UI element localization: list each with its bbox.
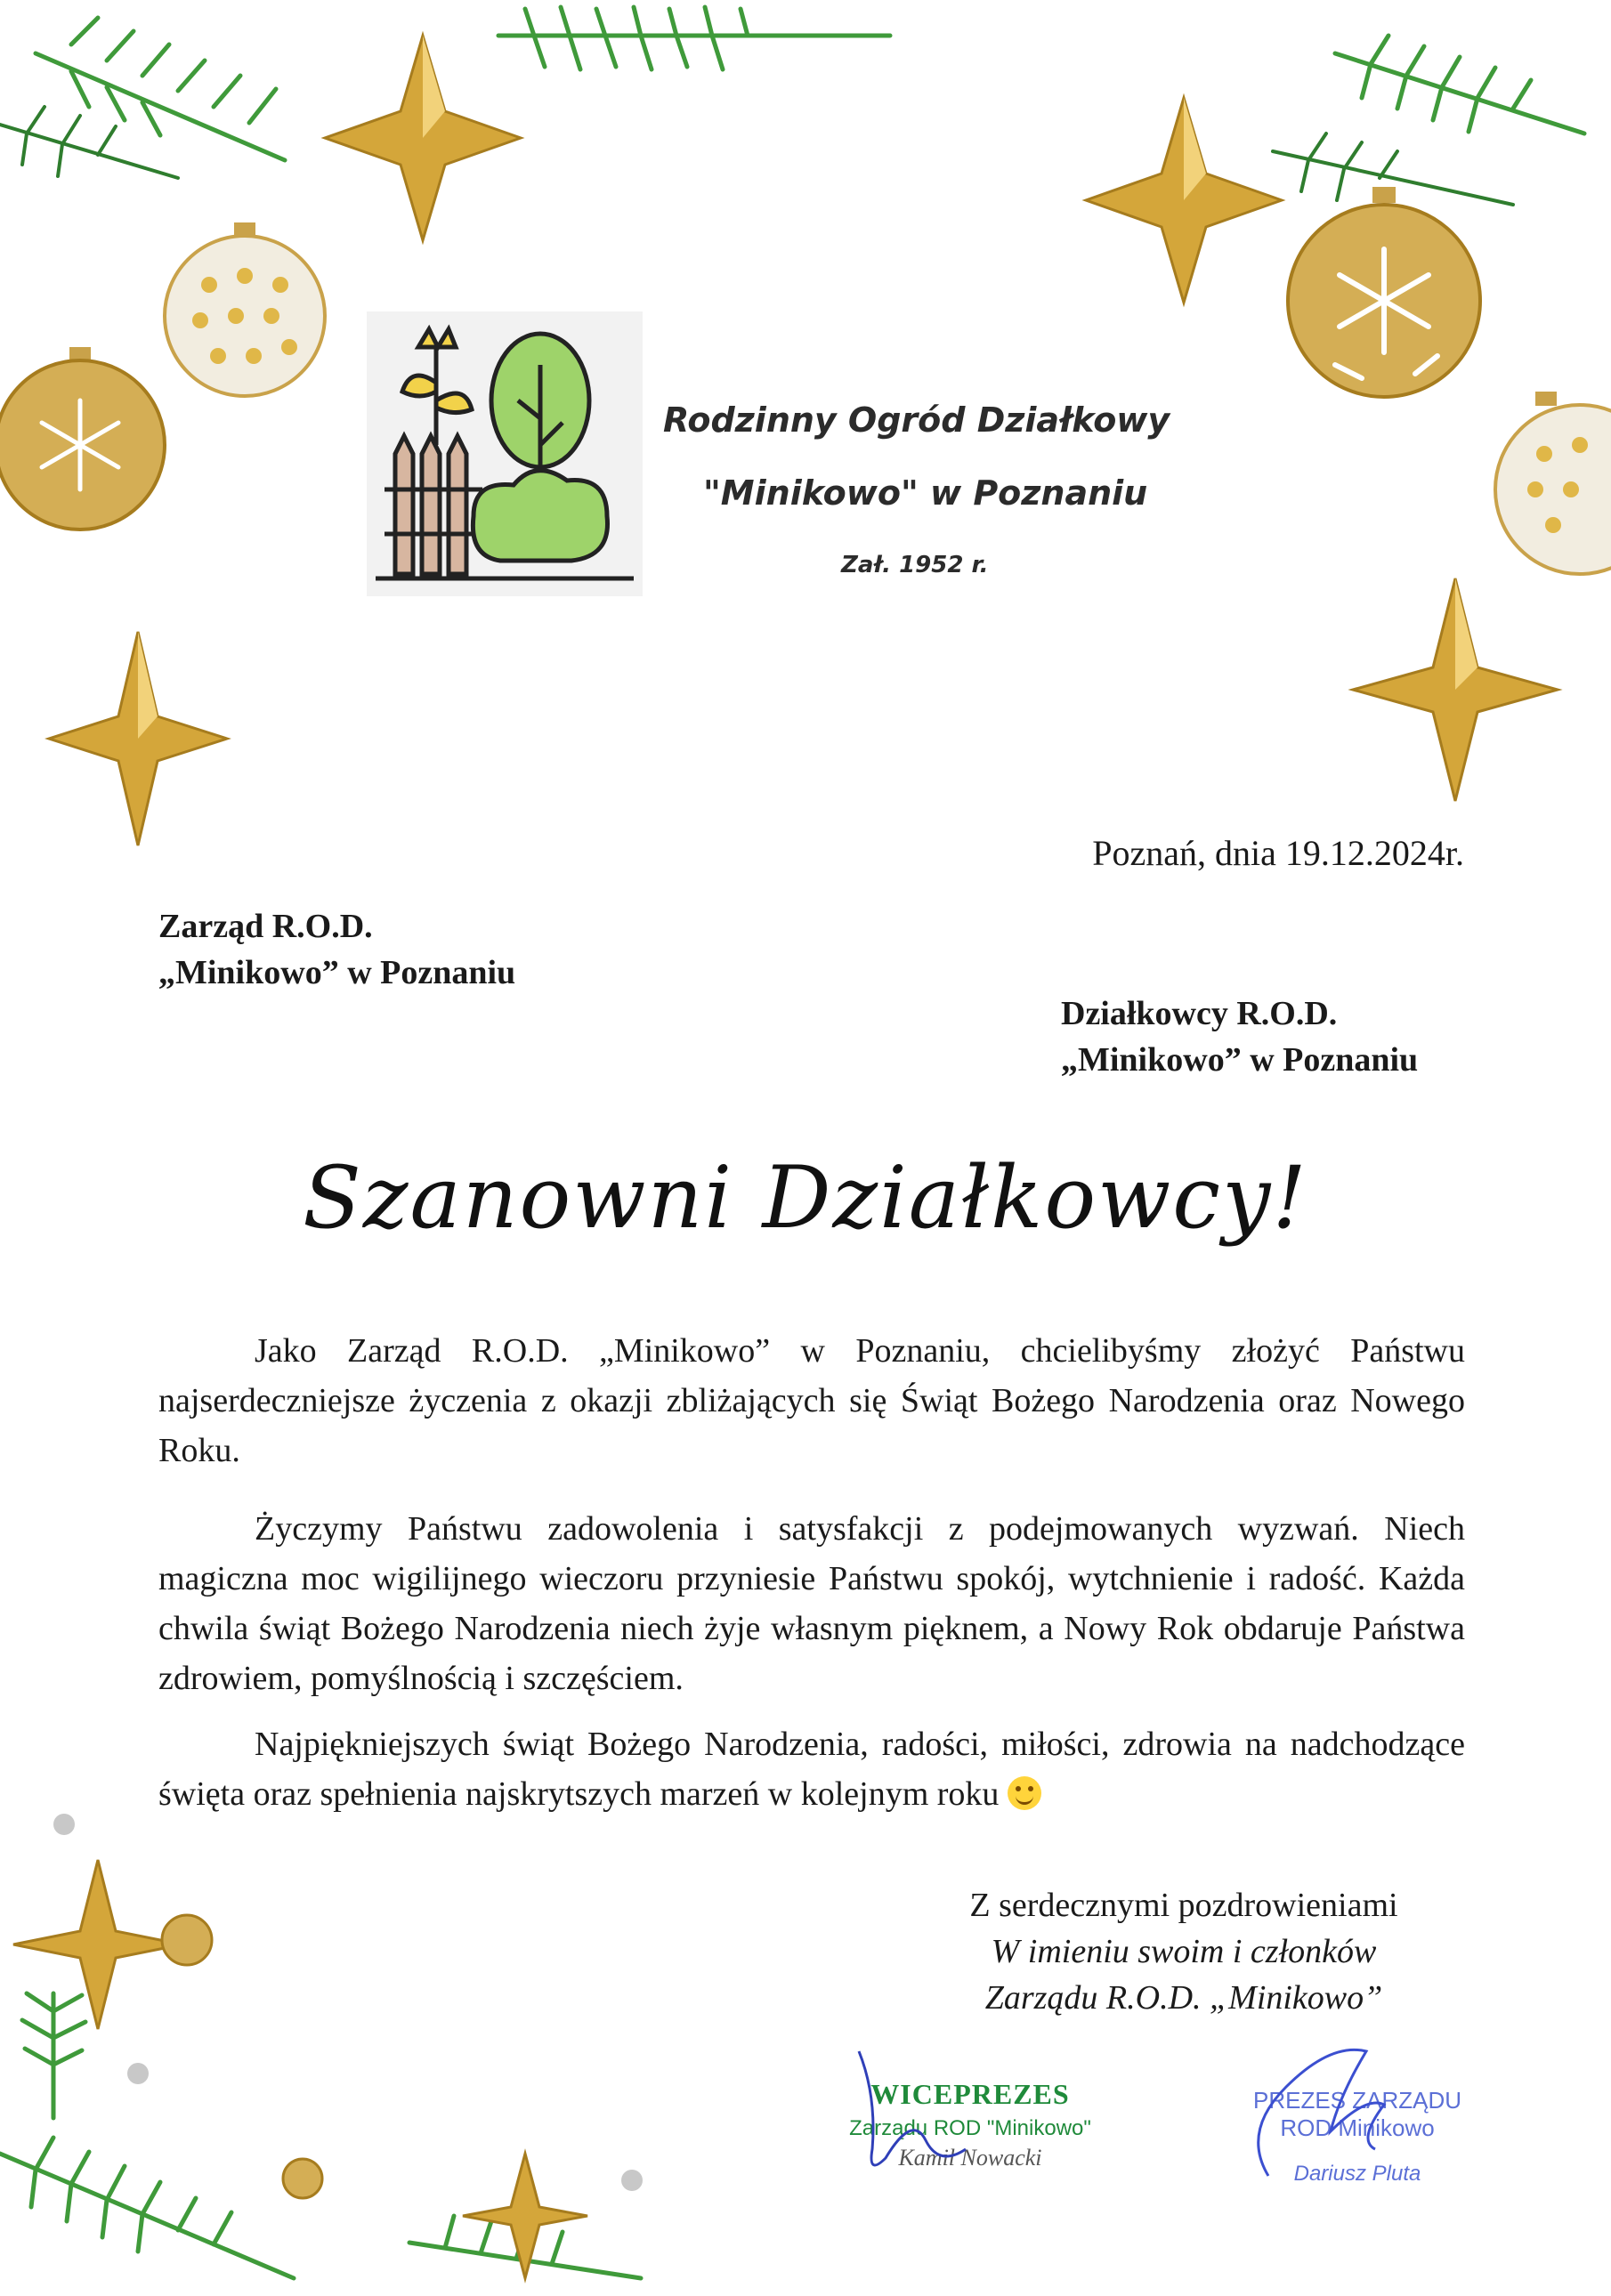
signature-icon — [841, 2042, 984, 2176]
closing-line2: W imieniu swoim i członków — [991, 1933, 1377, 1970]
signature-icon — [1233, 2025, 1411, 2194]
sender-line1: Zarząd R.O.D. — [158, 908, 373, 945]
logo-title-line2: "Minikowo" w Poznaniu — [703, 473, 1148, 513]
smiley-icon — [1008, 1776, 1041, 1810]
gold-star-icon — [325, 36, 521, 240]
closing-block — [872, 1882, 1495, 2021]
stamp-title: PREZES ZARZĄDU — [1252, 2087, 1462, 2114]
paragraph-1-text: Jako Zarząd R.O.D. „Minikowo” w Poznaniu, chcielibyśmy złożyć Państwu najserdeczniejsze życzenia z okazji zbliżających się Świąt Bożego Narodzenia oraz Nowego Roku. — [158, 1332, 1465, 1469]
stamp-name: Dariusz Pluta — [1293, 2162, 1421, 2186]
letter-date: Poznań, dnia 19.12.2024r. — [1092, 833, 1464, 873]
bauble-icon — [1482, 392, 1607, 578]
stamp-name: Kamil Nowacki — [898, 2145, 1042, 2171]
bauble-icon — [156, 222, 334, 400]
paragraph-3-text: Najpiękniejszych świąt Bożego Narodzenia, radości, miłości, zdrowia na nadchodzące święta oraz spełnienia najskrytszych marzeń w kolejnym roku — [158, 1726, 1465, 1813]
sender-block — [158, 903, 515, 996]
logo-title-line1: Rodzinny Ogród Działkowy — [663, 400, 1170, 440]
paragraph-3 — [158, 1719, 1465, 1819]
stamp-org: Zarządu ROD "Minikowo" — [849, 2116, 1091, 2140]
recipient-line1: Działkowcy R.O.D. — [1061, 995, 1338, 1032]
gold-star-icon — [49, 632, 227, 845]
paragraph-2-text: Życzymy Państwu zadowolenia i satysfakcji z podejmowanych wyzwań. Niech magiczna moc wigilijnego wieczoru przyniesie Państwu spokój, wytchnienie i radość. Każda chwila świąt Bożego Narodzenia niech żyje własnym pięknem, a Nowy Rok obdaruje Państwa zdrowiem, pomyślnością i szczęściem. — [158, 1510, 1465, 1697]
closing-line1: Z serdecznymi pozdrowieniami — [969, 1887, 1398, 1924]
recipient-block — [1061, 990, 1418, 1083]
bauble-icon — [1282, 187, 1486, 400]
greeting-heading: Szanowni Działkowcy! — [303, 1148, 1308, 1248]
recipient-line2: „Minikowo” w Poznaniu — [1061, 1041, 1419, 1079]
paragraph-1 — [158, 1326, 1465, 1475]
garden-logo-icon — [367, 311, 643, 596]
gold-star-icon — [1353, 578, 1558, 801]
bauble-icon — [0, 347, 169, 534]
stamp-org: ROD Minikowo — [1280, 2114, 1435, 2141]
logo-founded: Zał. 1952 r. — [841, 552, 989, 578]
pine-branches-bottom-decoration — [0, 1798, 676, 2296]
sender-line2: „Minikowo” w Poznaniu — [158, 954, 516, 991]
stamp-title: WICEPREZES — [870, 2078, 1070, 2110]
gold-star-icon — [1086, 98, 1282, 303]
paragraph-2 — [158, 1504, 1465, 1703]
closing-line3: Zarządu R.O.D. „Minikowo” — [984, 1979, 1383, 2017]
